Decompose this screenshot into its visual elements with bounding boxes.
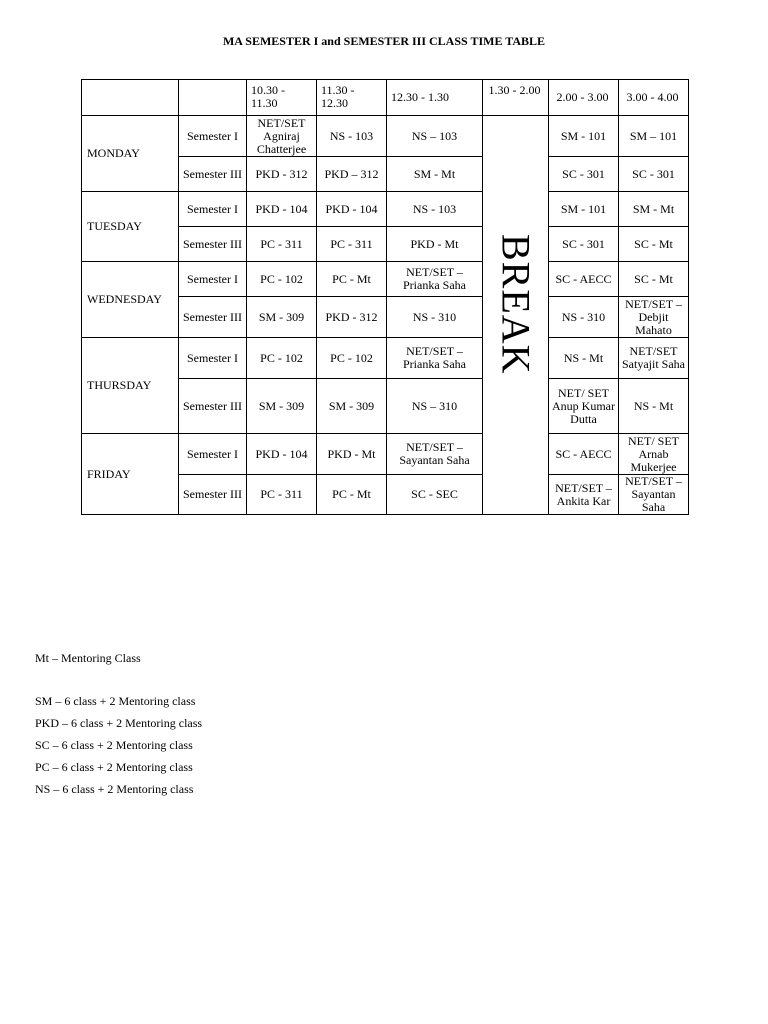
class-cell: PC - 102	[317, 338, 387, 379]
day-cell: THURSDAY	[82, 338, 179, 434]
page-title: MA SEMESTER I and SEMESTER III CLASS TIME TABLE	[222, 34, 546, 48]
header-semester-blank	[179, 80, 247, 116]
table-row	[82, 116, 689, 157]
class-cell: SC - 301	[619, 157, 689, 192]
semester-cell: Semester III	[179, 227, 247, 262]
semester-cell: Semester I	[179, 262, 247, 297]
time-slot-header: 3.00 - 4.00	[619, 80, 689, 116]
class-cell: NET/SET – Prianka Saha	[387, 338, 483, 379]
class-cell: PKD - 104	[317, 192, 387, 227]
semester-cell: Semester I	[179, 434, 247, 475]
class-cell: PC - 102	[247, 338, 317, 379]
class-cell: NET/SET Satyajit Saha	[619, 338, 689, 379]
class-cell: PC - Mt	[317, 262, 387, 297]
day-cell: WEDNESDAY	[82, 262, 179, 338]
class-cell: SC - SEC	[387, 475, 483, 515]
class-cell: SM - 309	[247, 297, 317, 338]
semester-cell: Semester I	[179, 338, 247, 379]
day-cell: MONDAY	[82, 116, 179, 192]
header-day-blank	[82, 80, 179, 116]
table-row	[82, 434, 689, 475]
class-cell: NS - Mt	[619, 379, 689, 434]
class-cell: SC - 301	[549, 157, 619, 192]
class-cell: PKD - 312	[247, 157, 317, 192]
class-cell: NS - Mt	[549, 338, 619, 379]
class-cell: PKD - 104	[247, 434, 317, 475]
table-row	[82, 338, 689, 379]
semester-cell: Semester I	[179, 192, 247, 227]
class-cell: PKD - Mt	[387, 227, 483, 262]
semester-cell: Semester III	[179, 475, 247, 515]
class-cell: NS - 310	[387, 297, 483, 338]
legend-item: PKD – 6 class + 2 Mentoring class	[35, 716, 203, 730]
legend-mentoring: Mt – Mentoring Class	[35, 651, 141, 665]
class-cell: NS - 310	[549, 297, 619, 338]
header-row	[82, 80, 689, 116]
class-cell: PKD - Mt	[317, 434, 387, 475]
class-cell: SC - Mt	[619, 227, 689, 262]
class-cell: PKD – 312	[317, 157, 387, 192]
break-column	[483, 116, 549, 515]
table-row	[82, 192, 689, 227]
legend-item: NS – 6 class + 2 Mentoring class	[35, 782, 194, 796]
class-cell: NET/ SET Anup Kumar Dutta	[549, 379, 619, 434]
day-cell: FRIDAY	[82, 434, 179, 515]
class-cell: PC - 311	[317, 227, 387, 262]
class-cell: SC - 301	[549, 227, 619, 262]
class-cell: PKD - 312	[317, 297, 387, 338]
class-cell: SM - 309	[317, 379, 387, 434]
class-cell: NET/SET – Ankita Kar	[549, 475, 619, 515]
class-cell: SM - 101	[549, 192, 619, 227]
legend-item: SC – 6 class + 2 Mentoring class	[35, 738, 193, 752]
class-cell: PC - 102	[247, 262, 317, 297]
class-cell: PC - 311	[247, 475, 317, 515]
class-cell: NS - 103	[317, 116, 387, 157]
class-cell: NS – 310	[387, 379, 483, 434]
class-cell: NET/SET – Sayantan Saha	[619, 475, 689, 515]
class-cell: SC - Mt	[619, 262, 689, 297]
legend-item: SM – 6 class + 2 Mentoring class	[35, 694, 196, 708]
class-cell: SM - Mt	[387, 157, 483, 192]
class-cell: NET/SET – Sayantan Saha	[387, 434, 483, 475]
time-slot-header: 11.30 - 12.30	[317, 80, 387, 116]
class-cell: NET/ SET Arnab Mukerjee	[619, 434, 689, 475]
class-cell: SC - AECC	[549, 434, 619, 475]
legend-item: PC – 6 class + 2 Mentoring class	[35, 760, 193, 774]
table-row	[82, 262, 689, 297]
class-cell: PKD - 104	[247, 192, 317, 227]
class-cell: SM – 101	[619, 116, 689, 157]
semester-cell: Semester III	[179, 297, 247, 338]
semester-cell: Semester III	[179, 379, 247, 434]
class-cell: NET/SET Agniraj Chatterjee	[247, 116, 317, 157]
class-cell: SC - AECC	[549, 262, 619, 297]
break-label: BREAK	[493, 234, 539, 375]
day-cell: TUESDAY	[82, 192, 179, 262]
class-cell: NS - 103	[387, 192, 483, 227]
time-slot-header: 10.30 - 11.30	[247, 80, 317, 116]
semester-cell: Semester I	[179, 116, 247, 157]
class-cell: SM - 101	[549, 116, 619, 157]
time-slot-header: 2.00 - 3.00	[549, 80, 619, 116]
timetable	[81, 79, 689, 515]
time-slot-header: 12.30 - 1.30	[387, 80, 483, 116]
class-cell: PC - Mt	[317, 475, 387, 515]
time-slot-header: 1.30 - 2.00	[483, 80, 549, 116]
class-cell: SM - 309	[247, 379, 317, 434]
class-cell: NET/SET – Prianka Saha	[387, 262, 483, 297]
semester-cell: Semester III	[179, 157, 247, 192]
class-cell: SM - Mt	[619, 192, 689, 227]
timetable-body	[82, 80, 689, 515]
class-cell: NET/SET – Debjit Mahato	[619, 297, 689, 338]
class-cell: NS – 103	[387, 116, 483, 157]
class-cell: PC - 311	[247, 227, 317, 262]
